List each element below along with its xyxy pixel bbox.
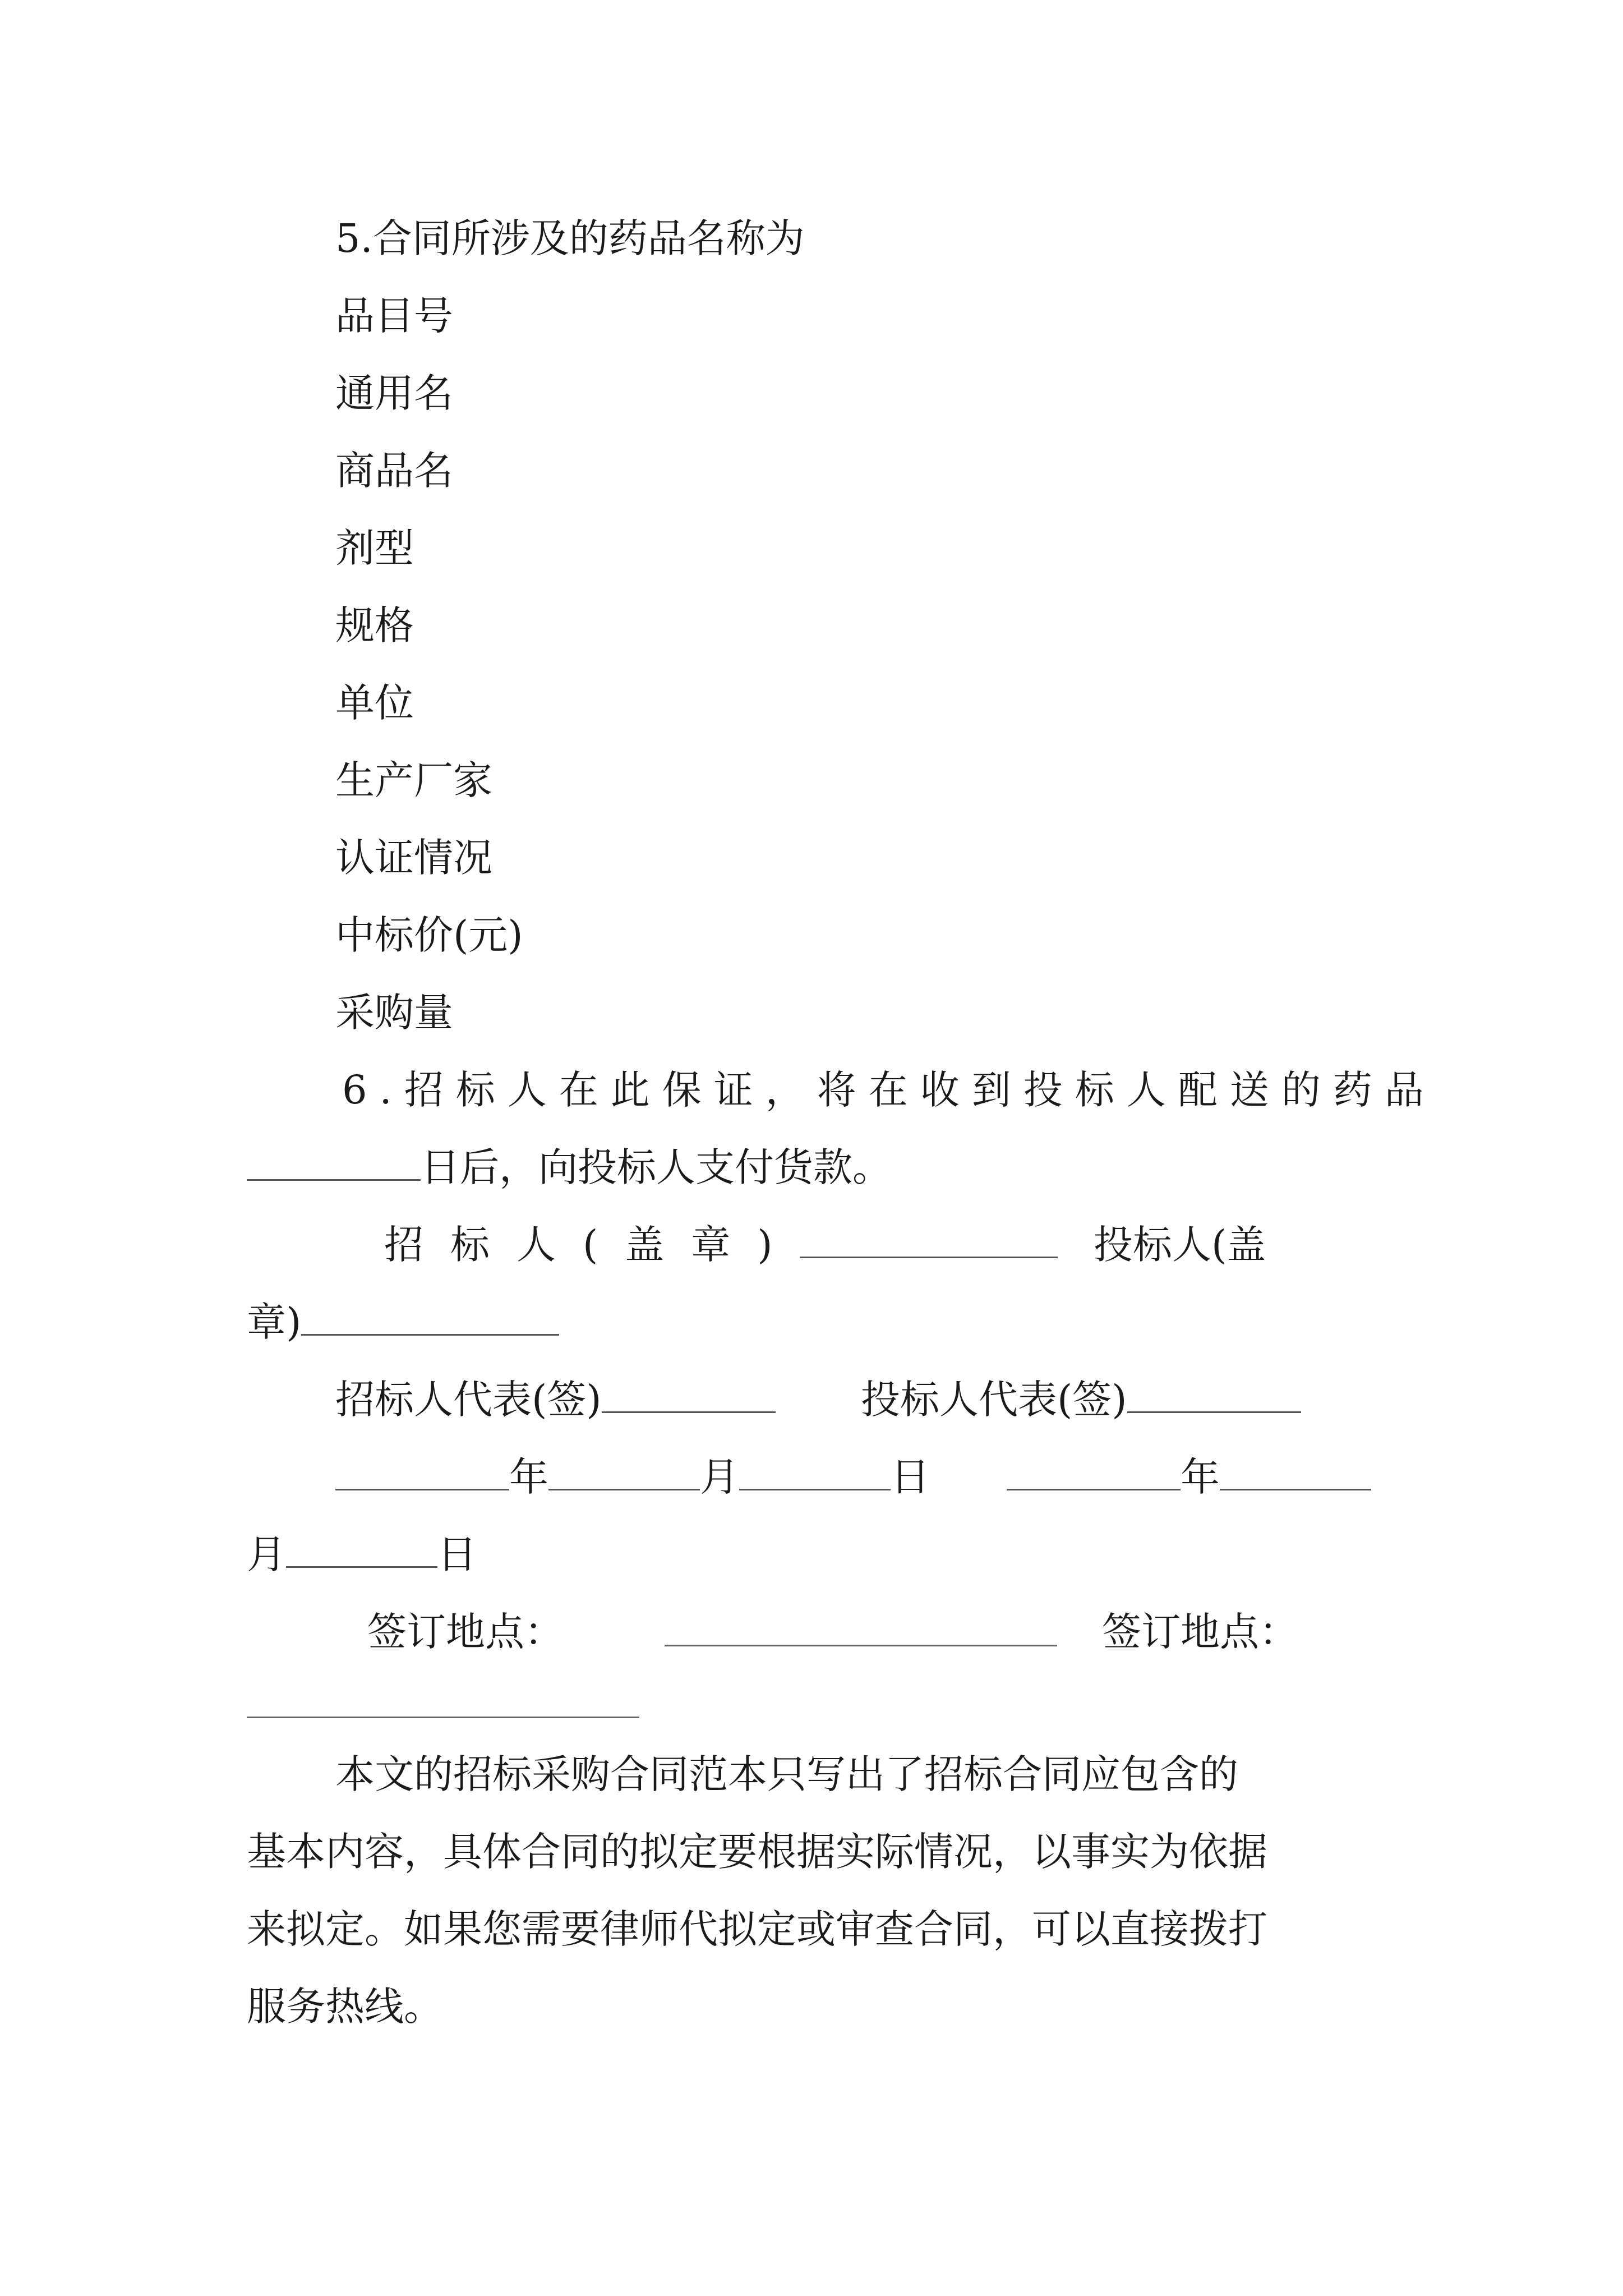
payment-days-blank — [247, 1144, 421, 1181]
tenderer-rep-line — [335, 1374, 776, 1425]
tenderer-day-blank — [739, 1454, 891, 1490]
tenderer-month-label: 月 — [700, 1454, 739, 1500]
tenderer-date-line — [335, 1452, 930, 1502]
field-specification: 规格 — [335, 602, 414, 648]
bidder-year-label: 年 — [1181, 1454, 1220, 1500]
bidder-seal-label-start: 投标人(盖 — [1094, 1222, 1266, 1268]
tenderer-rep-label: 招标人代表(签) — [335, 1377, 602, 1423]
item6-line1 — [342, 1065, 1436, 1115]
bidder-place-blank — [247, 1717, 639, 1718]
field-dosage-form: 剂型 — [335, 525, 414, 571]
bidder-date-line-cont — [247, 1529, 477, 1580]
tenderer-place-label: 签订地点： — [367, 1609, 564, 1655]
field-trade-name: 商品名 — [335, 448, 453, 494]
field-generic-name: 通用名 — [335, 370, 453, 416]
tenderer-place-blank — [665, 1645, 1057, 1646]
bidder-day-blank — [286, 1531, 437, 1568]
tenderer-seal-label: 招标人(盖章) — [384, 1222, 800, 1268]
field-item-number: 品目号 — [335, 293, 453, 339]
bidder-month-blank-a — [1220, 1454, 1371, 1490]
item5-intro: 5.合同所涉及的药品名称为 — [335, 215, 805, 261]
bidder-month-label: 月 — [247, 1531, 286, 1577]
note-line2: 基本内容，具体合同的拟定要根据实际情况，以事实为依据 — [247, 1829, 1267, 1875]
tenderer-seal-line — [384, 1220, 1058, 1270]
field-unit: 单位 — [335, 680, 414, 726]
note-line4: 服务热线。 — [247, 1984, 443, 2030]
item6-line1-text: 6.招标人在此保证，将在收到投标人配送的药品 — [342, 1067, 1436, 1113]
note-line3: 来拟定。如果您需要律师代拟定或审查合同，可以直接拨打 — [247, 1906, 1267, 1952]
field-manufacturer: 生产厂家 — [335, 757, 492, 803]
bidder-date-line — [1007, 1452, 1371, 1502]
bidder-day-label: 日 — [437, 1531, 477, 1577]
item6-line2-text: 日后，向投标人支付货款。 — [421, 1144, 892, 1190]
bidder-rep-line — [861, 1374, 1301, 1425]
tenderer-year-blank — [335, 1454, 509, 1490]
bidder-seal-label-end: 章) — [247, 1299, 302, 1345]
field-certification: 认证情况 — [335, 835, 492, 881]
tenderer-month-blank — [548, 1454, 700, 1490]
bidder-seal-blank — [301, 1299, 559, 1336]
tenderer-rep-blank — [602, 1377, 776, 1413]
field-purchase-quantity: 采购量 — [335, 990, 453, 1036]
bidder-seal-line-end — [247, 1297, 559, 1347]
bidder-rep-blank — [1127, 1377, 1301, 1413]
tenderer-seal-blank — [800, 1222, 1058, 1258]
bidder-year-blank — [1007, 1454, 1181, 1490]
tenderer-day-label: 日 — [891, 1454, 930, 1500]
item6-line2 — [247, 1142, 892, 1193]
bidder-rep-label: 投标人代表(签) — [861, 1377, 1127, 1423]
bidder-place-label: 签订地点： — [1102, 1609, 1298, 1655]
field-bid-price: 中标价(元) — [335, 912, 523, 958]
tenderer-year-label: 年 — [509, 1454, 548, 1500]
note-line1: 本文的招标采购合同范本只写出了招标合同应包含的 — [335, 1751, 1238, 1797]
